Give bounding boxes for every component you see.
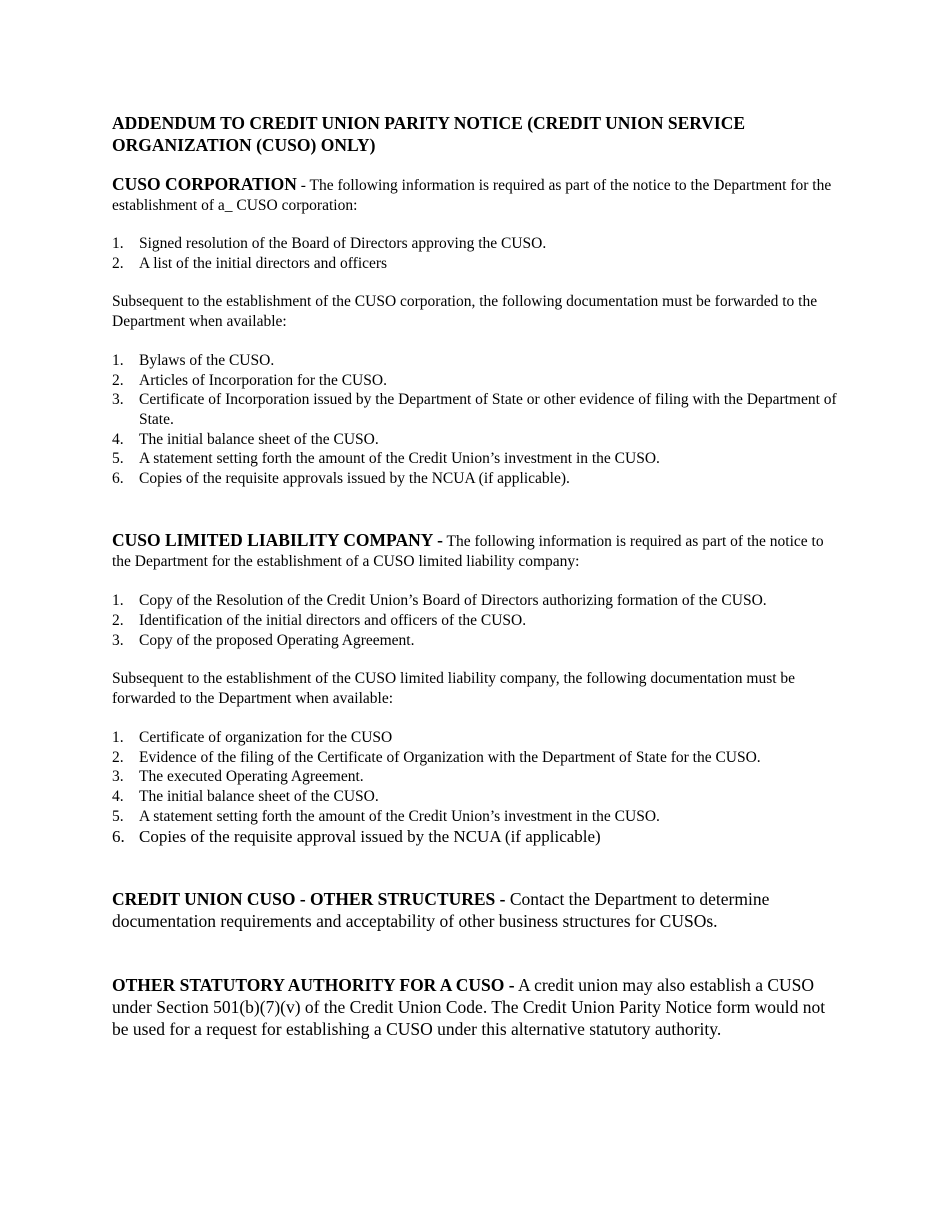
list-item [112,728,842,748]
list-number: 5. [112,450,124,468]
list-number: 4. [112,787,124,805]
list-item [112,787,842,807]
cuso-corporation-required-list [112,234,842,273]
list-item-text: A statement setting forth the amount of the Credit Union’s investment in the CUSO. [139,450,660,468]
list-item-text: A statement setting forth the amount of the Credit Union’s investment in the CUSO. [139,807,660,825]
list-item [112,591,842,611]
list-item-text: The initial balance sheet of the CUSO. [139,787,379,805]
list-item [112,469,842,489]
list-item-text: Identification of the initial directors and officers of the CUSO. [139,611,527,629]
list-item [112,390,842,429]
cuso-corporation-subsequent-list [112,351,842,488]
cuso-llc-subsequent-text: Subsequent to the establishment of the CUSO limited liability company, the following documentation must be forwarded to the Department when available: [112,670,796,708]
list-item-text: Certificate of Incorporation issued by the Department of State or other evidence of filing with the Department of State. [139,391,837,428]
list-item-text: Copies of the requisite approvals issued by the NCUA (if applicable). [139,469,570,487]
list-item-text: Bylaws of the CUSO. [139,352,275,370]
list-number: 3. [112,631,124,649]
list-item [112,430,842,450]
list-number: 6. [112,827,125,847]
cuso-corporation-subsequent-text: Subsequent to the establishment of the CUSO corporation, the following documentation must be forwarded to the Department when available: [112,293,818,331]
other-structures-text: Contact the Department to determine documentation requirements and acceptability of other business structures for CUSOs. [112,889,770,932]
cuso-llc-intro-text: The following information is required as part of the notice to the Department for the establishment of a CUSO limited liability company: [112,533,824,571]
list-item-text: A list of the initial directors and officers [139,254,388,272]
list-number: 5. [112,807,124,825]
list-item [112,767,842,787]
list-item-text: Articles of Incorporation for the CUSO. [139,371,387,389]
list-number: 2. [112,611,124,629]
list-item-text: Copy of the Resolution of the Credit Union’s Board of Directors authorizing formation of the CUSO. [139,592,767,610]
list-number: 4. [112,430,124,448]
other-authority-heading: OTHER STATUTORY AUTHORITY FOR A CUSO - [112,975,515,996]
cuso-llc-required-list [112,591,842,650]
list-item [112,351,842,371]
document-title: ADDENDUM TO CREDIT UNION PARITY NOTICE (CREDIT UNION SERVICE ORGANIZATION (CUSO) ONLY) [112,113,746,155]
list-item [112,234,842,254]
list-item [112,748,842,768]
cuso-llc-heading: CUSO LIMITED LIABILITY COMPANY - [112,530,443,551]
list-item [112,449,842,469]
list-number: 1. [112,352,124,370]
other-authority-text: A credit union may also establish a CUSO under Section 501(b)(7)(v) of the Credit Union Code. The Credit Union Parity Notice form would not be used for a request for establishing a CUSO under this alternative statutory authority. [112,975,826,1040]
list-number: 2. [112,748,124,766]
list-number: 1. [112,729,124,747]
list-item-text: Certificate of organization for the CUSO [139,729,393,747]
cuso-corporation-heading: CUSO CORPORATION [112,174,297,194]
list-number: 2. [112,371,124,389]
other-authority-paragraph [112,974,842,1040]
list-item-text: The executed Operating Agreement. [139,768,364,786]
list-item [112,611,842,631]
list-item-text: Evidence of the filing of the Certificate of Organization with the Department of State for the CUSO. [139,748,761,766]
cuso-corporation-intro-text: - The following information is required as part of the notice to the Department for the establishment of a_ CUSO corporation: [112,177,832,214]
list-item [112,807,842,827]
list-item [112,371,842,391]
list-number: 3. [112,768,124,786]
list-item [112,826,842,847]
document-body [112,112,842,1040]
list-item-text: Signed resolution of the Board of Directors approving the CUSO. [139,235,547,252]
list-item [112,254,842,274]
other-structures-heading: CREDIT UNION CUSO - OTHER STRUCTURES - [112,889,506,910]
list-number: 6. [112,469,124,487]
cuso-llc-intro [112,530,842,572]
list-number: 1. [112,235,124,252]
list-number: 3. [112,391,124,409]
cuso-llc-subsequent-list [112,728,842,847]
list-item-text: The initial balance sheet of the CUSO. [139,430,379,448]
list-item [112,631,842,651]
other-structures-paragraph [112,888,842,932]
list-item-text: Copy of the proposed Operating Agreement. [139,631,415,649]
cuso-corporation-intro [112,174,842,216]
list-number: 1. [112,592,124,610]
list-item-text: Copies of the requisite approval issued by the NCUA (if applicable) [139,827,601,847]
list-number: 2. [112,254,124,272]
